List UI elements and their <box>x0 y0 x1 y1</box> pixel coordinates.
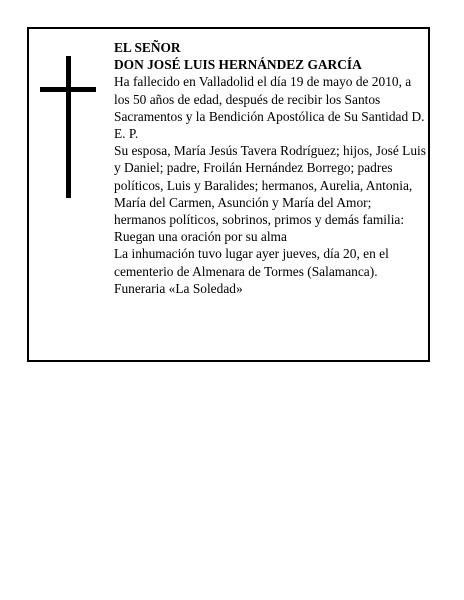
deceased-name: DON JOSÉ LUIS HERNÁNDEZ GARCÍA <box>114 57 362 73</box>
notice-text <box>114 39 426 297</box>
family-list: Su esposa, María Jesús Tavera Rodríguez; hijos, José Luis y Daniel; padre, Froilán Hernández Borrego; padres políticos, Luis y Baralides; hermanos, Aurelia, Antonia, María del Carmen, Asunción y María del Amor; hermanos políticos, sobrinos, primos y demás familia: <box>114 143 426 228</box>
cross-icon <box>40 56 96 198</box>
obituary-notice <box>27 27 430 362</box>
prayer-request: Ruegan una oración por su alma <box>114 229 287 245</box>
cross-horizontal-bar <box>40 87 96 92</box>
cross-vertical-bar <box>66 56 71 198</box>
burial-info: La inhumación tuvo lugar ayer jueves, día 20, en el cementerio de Almenara de Tormes (Salamanca). <box>114 246 389 279</box>
heading-title: EL SEÑOR <box>114 40 181 55</box>
death-announcement: Ha fallecido en Valladolid el día 19 de mayo de 2010, a los 50 años de edad, después de recibir los Santos Sacramentos y la Bendición Apostólica de Su Santidad D. E. P. <box>114 74 425 142</box>
funeral-home: Funeraria «La Soledad» <box>114 280 243 296</box>
